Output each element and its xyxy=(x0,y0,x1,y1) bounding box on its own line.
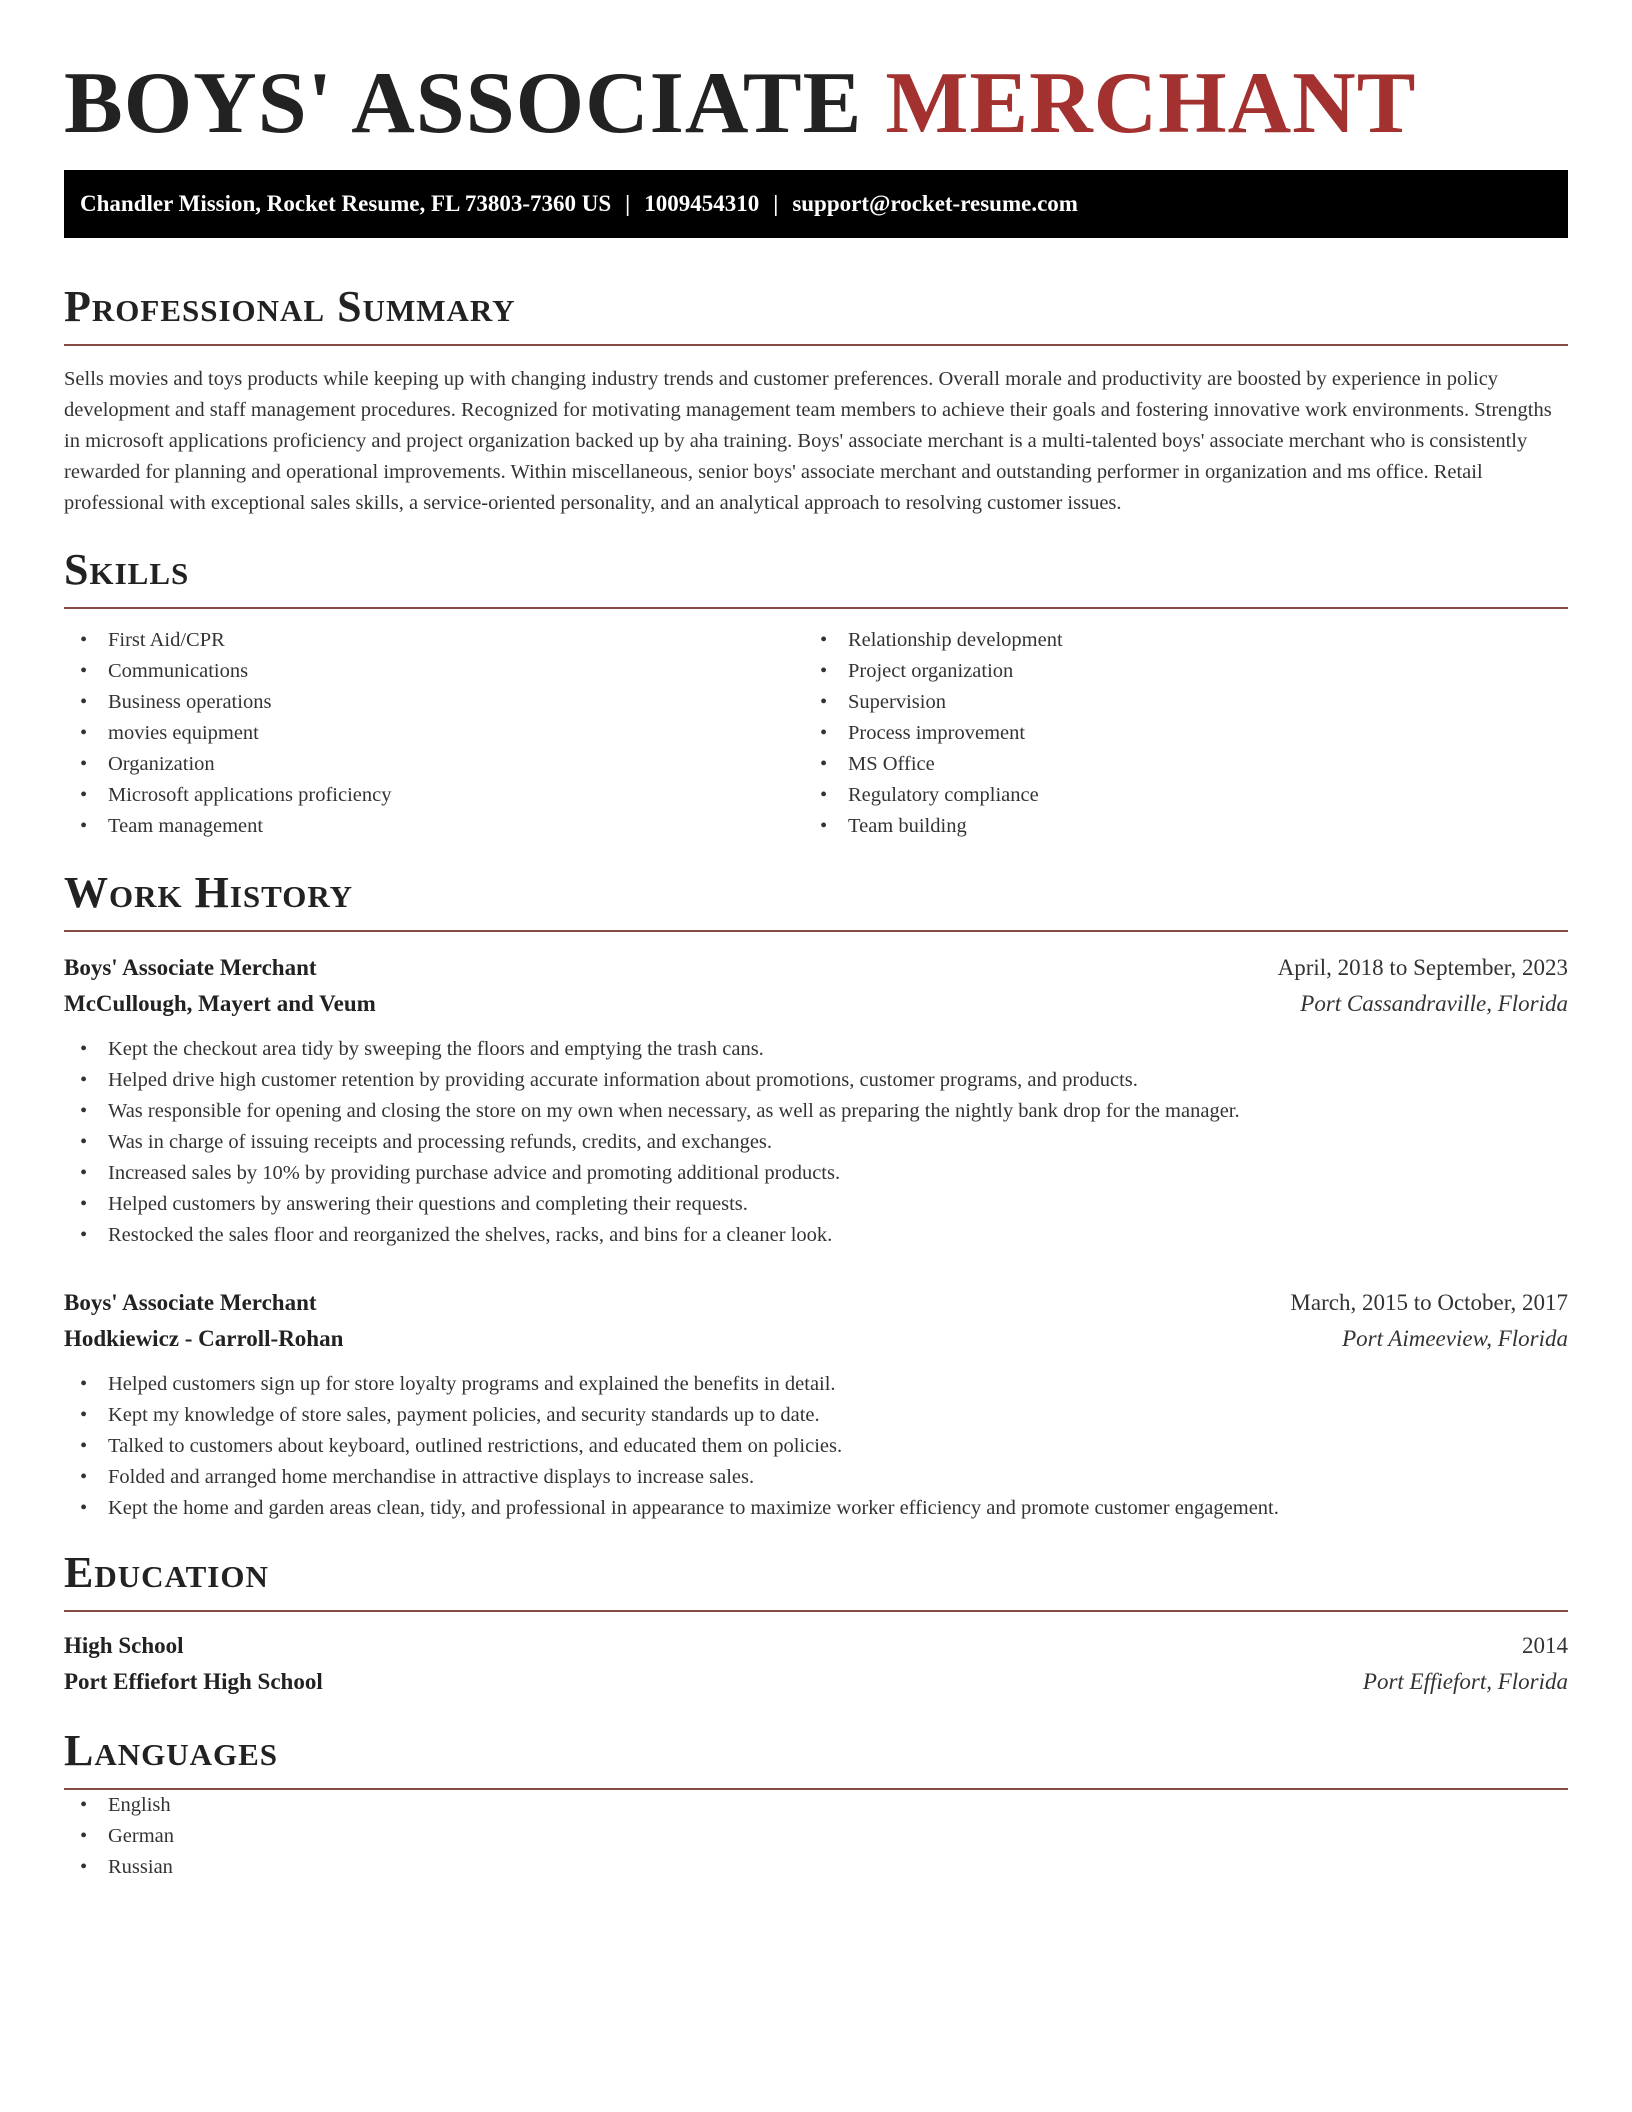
summary-text: Sells movies and toys products while keeping up with changing industry trends and customer preferences. Overall morale and productivity are boosted by experience in policy development and staff management procedures. Recognized for motivating management team members to achieve their goals and fostering innovative work environments. Strengths in microsoft applications proficiency and project organization backed up by aha training. Boys' associate merchant is a multi-talented boys' associate merchant who is consistently rewarded for planning and operational improvements. Within miscellaneous, senior boys' associate merchant and outstanding performer in organization and ms office. Retail professional with exceptional sales skills, a service-oriented personality, and an analytical approach to resolving customer issues. xyxy=(64,368,1552,514)
contact-separator: | xyxy=(773,191,779,216)
job-header-row xyxy=(64,1285,1568,1321)
job-role: Boys' Associate Merchant xyxy=(64,1290,317,1315)
job-role: Boys' Associate Merchant xyxy=(64,955,317,980)
skill-item: • Business operations xyxy=(64,687,804,718)
languages-list xyxy=(64,1790,1568,1883)
contact-email: support@rocket-resume.com xyxy=(792,191,1078,216)
language-item: • Russian xyxy=(64,1852,1568,1883)
job-duty: • Talked to customers about keyboard, outlined restrictions, and educated them on policies. xyxy=(64,1431,1568,1462)
skill-item: • MS Office xyxy=(804,749,1544,780)
skill-item: • Communications xyxy=(64,656,804,687)
education-header-row xyxy=(64,1628,1568,1664)
contact-bar xyxy=(64,170,1568,238)
skill-item: • Microsoft applications proficiency xyxy=(64,780,804,811)
education-degree: High School xyxy=(64,1633,184,1658)
job-entry xyxy=(64,1285,1568,1524)
section-title-education: Education xyxy=(64,1548,1568,1612)
job-company: McCullough, Mayert and Veum xyxy=(64,991,376,1016)
skill-item: • Relationship development xyxy=(804,625,1544,656)
job-duty: • Kept my knowledge of store sales, payment policies, and security standards up to date. xyxy=(64,1400,1568,1431)
education-year: 2014 xyxy=(1522,1633,1568,1658)
skills-list-right xyxy=(804,625,1544,842)
job-location: Port Aimeeview, Florida xyxy=(1342,1326,1568,1351)
job-duty: • Was in charge of issuing receipts and processing refunds, credits, and exchanges. xyxy=(64,1127,1568,1158)
skill-item: • Process improvement xyxy=(804,718,1544,749)
job-company-row xyxy=(64,986,1568,1022)
job-location: Port Cassandraville, Florida xyxy=(1300,991,1568,1016)
education-location: Port Effiefort, Florida xyxy=(1362,1669,1568,1694)
skill-item: • Regulatory compliance xyxy=(804,780,1544,811)
job-entry xyxy=(64,950,1568,1251)
job-duties-list xyxy=(64,1369,1568,1524)
skill-item: • Team management xyxy=(64,811,804,842)
skill-item: • Organization xyxy=(64,749,804,780)
education-school: Port Effiefort High School xyxy=(64,1669,323,1694)
language-item: • German xyxy=(64,1821,1568,1852)
job-duty: • Helped customers sign up for store loyalty programs and explained the benefits in detail. xyxy=(64,1369,1568,1400)
name-first: BOYS' ASSOCIATE xyxy=(64,55,863,152)
languages-section xyxy=(64,1726,1568,1883)
section-title-work-history: Work History xyxy=(64,868,1568,932)
education-section xyxy=(64,1548,1568,1700)
skill-item: • Supervision xyxy=(804,687,1544,718)
summary-section xyxy=(64,282,1568,519)
job-duties-list xyxy=(64,1034,1568,1251)
job-duty: • Folded and arranged home merchandise in attractive displays to increase sales. xyxy=(64,1462,1568,1493)
name-last: MERCHANT xyxy=(885,55,1417,152)
section-title-languages: Languages xyxy=(64,1726,1568,1790)
work-history-section xyxy=(64,868,1568,1524)
education-entry xyxy=(64,1628,1568,1700)
job-company-row xyxy=(64,1321,1568,1357)
job-duty: • Restocked the sales floor and reorganized the shelves, racks, and bins for a cleaner look. xyxy=(64,1220,1568,1251)
job-header-row xyxy=(64,950,1568,986)
contact-phone: 1009454310 xyxy=(644,191,760,216)
section-title-summary: Professional Summary xyxy=(64,282,1568,346)
job-company: Hodkiewicz - Carroll-Rohan xyxy=(64,1326,344,1351)
job-duty: • Helped drive high customer retention by providing accurate information about promotions, customer programs, and products. xyxy=(64,1065,1568,1096)
job-duty: • Increased sales by 10% by providing purchase advice and promoting additional products. xyxy=(64,1158,1568,1189)
job-duty: • Kept the checkout area tidy by sweeping the floors and emptying the trash cans. xyxy=(64,1034,1568,1065)
education-school-row xyxy=(64,1664,1568,1700)
skill-item: • Team building xyxy=(804,811,1544,842)
job-duty: • Helped customers by answering their questions and completing their requests. xyxy=(64,1189,1568,1220)
skills-section xyxy=(64,545,1568,842)
skills-grid xyxy=(64,625,1568,842)
skill-item: • First Aid/CPR xyxy=(64,625,804,656)
job-duty: • Was responsible for opening and closing the store on my own when necessary, as well as preparing the nightly bank drop for the manager. xyxy=(64,1096,1568,1127)
skill-item: • movies equipment xyxy=(64,718,804,749)
contact-address: Chandler Mission, Rocket Resume, FL 73803-7360 US xyxy=(80,191,612,216)
job-dates: March, 2015 to October, 2017 xyxy=(1290,1290,1568,1315)
job-duty: • Kept the home and garden areas clean, tidy, and professional in appearance to maximize worker efficiency and promote customer engagement. xyxy=(64,1493,1568,1524)
skill-item: • Project organization xyxy=(804,656,1544,687)
skills-list-left xyxy=(64,625,804,842)
language-item: • English xyxy=(64,1790,1568,1821)
job-dates: April, 2018 to September, 2023 xyxy=(1277,955,1568,980)
section-title-skills: Skills xyxy=(64,545,1568,609)
contact-separator: | xyxy=(625,191,631,216)
resume-name xyxy=(64,55,1568,152)
